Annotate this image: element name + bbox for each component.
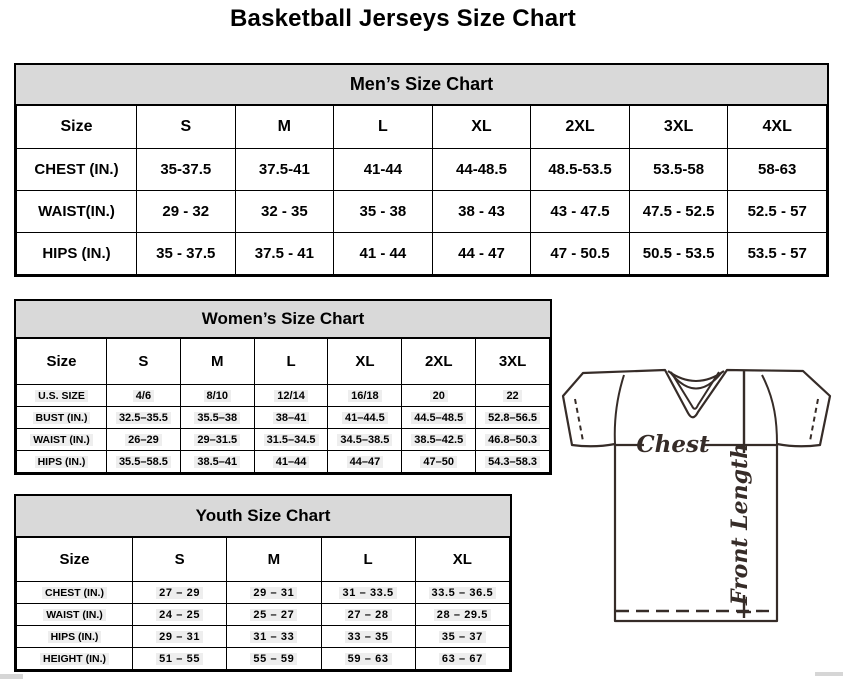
size-column-header: [328, 339, 402, 385]
measurement-cell: [137, 233, 236, 275]
cell-text: 44–47: [347, 456, 384, 468]
cell-text: 55 – 59: [250, 653, 297, 665]
cell-text: 44-48.5: [456, 161, 507, 178]
measurement-cell: [531, 233, 630, 275]
womens-section-header: Women’s Size Chart: [16, 301, 550, 338]
cell-text: 38–41: [273, 412, 310, 424]
measurement-row: [17, 407, 550, 429]
measurement-cell: [334, 149, 433, 191]
cell-text: 50.5 - 53.5: [642, 245, 715, 262]
measurement-cell: [328, 407, 402, 429]
cell-text: 47.5 - 52.5: [642, 203, 715, 220]
cell-text: 38.5–42.5: [411, 434, 466, 446]
cell-text: 52.8–56.5: [485, 412, 540, 424]
size-column-header: [476, 339, 550, 385]
cell-text: 31 – 33.5: [339, 587, 396, 599]
measurement-cell: [476, 407, 550, 429]
measurement-row: [17, 582, 510, 604]
measurement-row: [17, 149, 827, 191]
measurement-cell: [629, 233, 728, 275]
measurement-cell: [137, 191, 236, 233]
youth-section-header: Youth Size Chart: [16, 496, 510, 537]
cell-text: 47–50: [420, 456, 457, 468]
cell-text: 37.5 - 41: [254, 245, 314, 262]
size-column-header: [334, 106, 433, 149]
youth-size-table: [16, 537, 510, 670]
measurement-cell: [328, 429, 402, 451]
cell-text: HIPS (IN.): [42, 245, 111, 262]
size-header-row: [17, 339, 550, 385]
measurement-cell: [180, 429, 254, 451]
measurement-cell: [415, 648, 509, 670]
measurement-cell: [235, 149, 334, 191]
measurement-cell: [728, 149, 827, 191]
cell-text: 35-37.5: [160, 161, 212, 178]
measurement-cell: [476, 385, 550, 407]
cell-text: XL: [471, 118, 492, 135]
size-column-header: [728, 106, 827, 149]
size-column-header: [402, 339, 476, 385]
measurement-row-label: [17, 385, 107, 407]
measurement-cell: [321, 648, 415, 670]
youth-size-chart-section: [14, 494, 512, 672]
cell-text: 33.5 – 36.5: [429, 587, 497, 599]
measurement-cell: [107, 407, 181, 429]
size-column-header: [531, 106, 630, 149]
cell-text: 3XL: [663, 118, 694, 135]
cell-text: 8/10: [204, 390, 231, 402]
measurement-row: [17, 191, 827, 233]
measurement-cell: [328, 451, 402, 473]
size-header-row: [17, 538, 510, 582]
measurement-cell: [321, 604, 415, 626]
mens-section-header: Men’s Size Chart: [16, 65, 827, 105]
measurement-cell: [321, 582, 415, 604]
measurement-cell: [415, 582, 509, 604]
measurement-cell: [402, 385, 476, 407]
measurement-cell: [432, 149, 531, 191]
cell-text: L: [286, 353, 296, 370]
cell-text: 31 – 33: [250, 631, 297, 643]
measurement-cell: [629, 191, 728, 233]
measurement-cell: [629, 149, 728, 191]
cell-text: 26–29: [125, 434, 162, 446]
cell-text: M: [210, 353, 224, 370]
measurement-cell: [107, 429, 181, 451]
cell-text: 41 - 44: [359, 245, 407, 262]
cell-text: 34.5–38.5: [337, 434, 392, 446]
cell-text: CHEST (IN.): [42, 587, 107, 599]
measurement-row-label: [17, 451, 107, 473]
measurement-cell: [227, 582, 321, 604]
measurement-cell: [432, 233, 531, 275]
measurement-cell: [133, 648, 227, 670]
cell-text: 20: [430, 390, 448, 402]
cell-text: 2XL: [424, 353, 453, 370]
measurement-cell: [728, 233, 827, 275]
cell-text: 54.3–58.3: [485, 456, 540, 468]
measurement-cell: [254, 429, 328, 451]
cell-text: 43 - 47.5: [550, 203, 610, 220]
measurement-cell: [254, 407, 328, 429]
cell-text: HEIGHT (IN.): [40, 653, 109, 665]
size-column-header: [137, 106, 236, 149]
measurement-cell: [254, 451, 328, 473]
size-column-header: [235, 106, 334, 149]
cell-text: 47 - 50.5: [550, 245, 610, 262]
cell-text: 33 – 35: [345, 631, 392, 643]
cell-text: 35.5–38: [194, 412, 240, 424]
left-sleeve-seam: [615, 375, 624, 444]
size-corner-header: [17, 538, 133, 582]
size-column-header: [180, 339, 254, 385]
cell-text: WAIST(IN.): [38, 203, 115, 220]
womens-size-chart-section: [14, 299, 552, 475]
size-column-header: [227, 538, 321, 582]
measurement-cell: [180, 385, 254, 407]
cell-text: 48.5-53.5: [548, 161, 612, 178]
measurement-cell: [133, 582, 227, 604]
size-column-header: [629, 106, 728, 149]
cell-text: 38.5–41: [194, 456, 240, 468]
measurement-cell: [180, 407, 254, 429]
measurement-cell: [180, 451, 254, 473]
cell-text: 24 – 25: [156, 609, 203, 621]
size-column-header: [415, 538, 509, 582]
measurement-row: [17, 233, 827, 275]
cell-text: XL: [452, 551, 472, 568]
cell-text: WAIST (IN.): [43, 609, 106, 621]
measurement-row-label: [17, 429, 107, 451]
measurement-cell: [227, 626, 321, 648]
jersey-diagram: [550, 355, 843, 635]
left-cuff-dashed-line: [575, 399, 583, 441]
measurement-cell: [328, 385, 402, 407]
measurement-cell: [402, 407, 476, 429]
cell-text: 22: [503, 390, 521, 402]
size-column-header: [321, 538, 415, 582]
cell-text: 29 – 31: [250, 587, 297, 599]
measurement-cell: [107, 451, 181, 473]
cell-text: 52.5 - 57: [747, 203, 807, 220]
measurement-row-label: [17, 233, 137, 275]
measurement-row-label: [17, 604, 133, 626]
right-sleeve-seam: [762, 375, 777, 444]
measurement-row-label: [17, 149, 137, 191]
cell-text: 44.5–48.5: [411, 412, 466, 424]
cell-text: 25 – 27: [250, 609, 297, 621]
cell-text: 44 - 47: [458, 245, 505, 262]
measurement-cell: [133, 626, 227, 648]
measurement-row-label: [17, 582, 133, 604]
measurement-cell: [321, 626, 415, 648]
cell-text: 58-63: [758, 161, 797, 178]
measurement-cell: [235, 191, 334, 233]
measurement-cell: [415, 626, 509, 648]
cell-text: U.S. SIZE: [35, 390, 88, 402]
cell-text: 35 - 37.5: [156, 245, 216, 262]
cell-text: S: [180, 118, 192, 135]
mens-size-table: [16, 105, 827, 275]
measurement-cell: [107, 385, 181, 407]
measurement-cell: [402, 451, 476, 473]
mens-size-chart-section: [14, 63, 829, 277]
cell-text: HIPS (IN.): [48, 631, 102, 643]
measurement-row: [17, 648, 510, 670]
measurement-cell: [235, 233, 334, 275]
cell-text: 31.5–34.5: [264, 434, 319, 446]
womens-size-table: [16, 338, 550, 473]
cell-text: Size: [59, 551, 90, 568]
cell-text: S: [174, 551, 185, 568]
cell-text: 46.8–50.3: [485, 434, 540, 446]
size-column-header: [133, 538, 227, 582]
cell-text: 32 - 35: [260, 203, 308, 220]
measurement-row: [17, 451, 550, 473]
cell-text: 27 – 28: [345, 609, 392, 621]
measurement-row-label: [17, 626, 133, 648]
cell-text: 29 - 32: [162, 203, 210, 220]
measurement-cell: [334, 233, 433, 275]
cell-text: Size: [46, 353, 77, 370]
cell-text: 2XL: [565, 118, 595, 135]
cell-text: 53.5 - 57: [747, 245, 807, 262]
cell-text: M: [267, 551, 281, 568]
size-corner-header: [17, 339, 107, 385]
cell-text: 35.5–58.5: [116, 456, 171, 468]
cell-text: 27 – 29: [156, 587, 203, 599]
measurement-cell: [531, 149, 630, 191]
measurement-cell: [476, 451, 550, 473]
measurement-row: [17, 626, 510, 648]
cell-text: 53.5-58: [653, 161, 705, 178]
horizontal-scrollbar-fragment-left[interactable]: [0, 674, 23, 679]
cell-text: 3XL: [498, 353, 527, 370]
measurement-row: [17, 604, 510, 626]
measurement-cell: [531, 191, 630, 233]
measurement-row-label: [17, 191, 137, 233]
cell-text: 16/18: [348, 390, 382, 402]
measurement-cell: [728, 191, 827, 233]
cell-text: 41–44: [273, 456, 310, 468]
cell-text: 29 – 31: [156, 631, 203, 643]
cell-text: 38 - 43: [458, 203, 505, 220]
measurement-cell: [227, 648, 321, 670]
cell-text: Size: [60, 118, 93, 135]
cell-text: S: [138, 353, 149, 370]
page-title: Basketball Jerseys Size Chart: [230, 5, 576, 32]
measurement-row-label: [17, 407, 107, 429]
size-column-header: [254, 339, 328, 385]
measurement-cell: [334, 191, 433, 233]
size-header-row: [17, 106, 827, 149]
measurement-row: [17, 429, 550, 451]
size-column-header: [107, 339, 181, 385]
cell-text: M: [277, 118, 291, 135]
cell-text: 28 – 29.5: [434, 609, 491, 621]
measurement-cell: [432, 191, 531, 233]
cell-text: HIPS (IN.): [35, 456, 89, 468]
cell-text: 29–31.5: [194, 434, 240, 446]
measurement-row: [17, 385, 550, 407]
cell-text: BUST (IN.): [33, 412, 91, 424]
cell-text: 63 – 67: [439, 653, 486, 665]
cell-text: 4XL: [762, 118, 792, 135]
cell-text: 4/6: [133, 390, 154, 402]
size-corner-header: [17, 106, 137, 149]
chest-label: Chest: [636, 431, 710, 458]
measurement-row-label: [17, 648, 133, 670]
cell-text: WAIST (IN.): [30, 434, 93, 446]
front-length-label: Front Length: [727, 442, 753, 606]
cell-text: 41–44.5: [342, 412, 388, 424]
cell-text: 41-44: [363, 161, 403, 178]
cell-text: 59 – 63: [345, 653, 392, 665]
measurement-cell: [133, 604, 227, 626]
cell-text: 37.5-41: [258, 161, 310, 178]
horizontal-scrollbar-fragment-right[interactable]: [815, 672, 843, 676]
measurement-cell: [476, 429, 550, 451]
cell-text: 32.5–35.5: [116, 412, 171, 424]
right-cuff-dashed-line: [810, 399, 818, 441]
cell-text: L: [378, 118, 388, 135]
measurement-cell: [254, 385, 328, 407]
size-column-header: [432, 106, 531, 149]
cell-text: CHEST (IN.): [34, 161, 119, 178]
cell-text: XL: [355, 353, 375, 370]
measurement-cell: [137, 149, 236, 191]
measurement-cell: [402, 429, 476, 451]
measurement-cell: [227, 604, 321, 626]
cell-text: 12/14: [274, 390, 308, 402]
measurement-cell: [415, 604, 509, 626]
cell-text: 35 – 37: [439, 631, 486, 643]
cell-text: 35 - 38: [359, 203, 407, 220]
cell-text: 51 – 55: [156, 653, 203, 665]
cell-text: L: [363, 551, 373, 568]
